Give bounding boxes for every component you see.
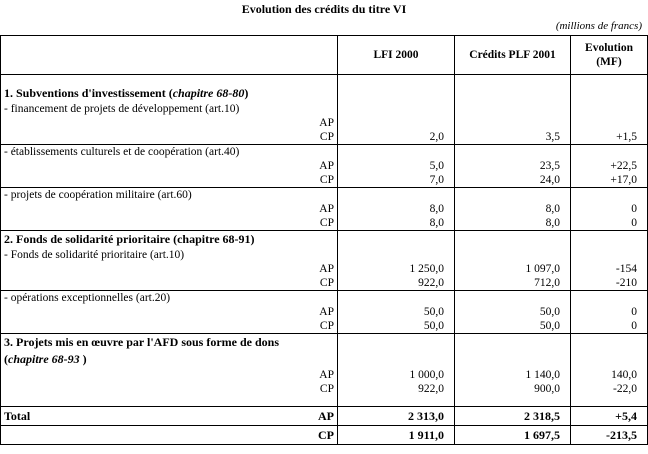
lfi-value: 922,0: [338, 276, 455, 291]
total-ap-lfi: 2 313,0: [338, 407, 455, 426]
cp-code: CP: [1, 130, 338, 145]
section-title-row: [1, 334, 648, 352]
total-cp-code: CP: [1, 426, 338, 445]
ap-code: AP: [1, 262, 338, 276]
total-cp-evolution: -213,5: [571, 426, 648, 445]
evolution-value: [571, 116, 648, 130]
plf-value: 24,0: [455, 173, 571, 188]
cp-row: [1, 319, 648, 334]
line-label: - établissements culturels et de coopération (art.40): [1, 145, 338, 160]
cp-row: [1, 276, 648, 291]
cp-code: CP: [1, 276, 338, 291]
line-label-row: [1, 188, 648, 203]
evolution-value: -210: [571, 276, 648, 291]
line-label-row: [1, 145, 648, 160]
total-ap-row: [1, 407, 648, 426]
plf-value: 900,0: [455, 382, 571, 396]
section-1-title-end: ): [244, 86, 249, 100]
total-cp-plf: 1 697,5: [455, 426, 571, 445]
section-title-row: [1, 85, 648, 102]
plf-value: 8,0: [455, 202, 571, 216]
section-title-row-2: [1, 351, 648, 368]
header-evolution: [571, 36, 648, 75]
header-lfi: LFI 2000: [338, 36, 455, 75]
ap-code: AP: [1, 368, 338, 382]
plf-value: 8,0: [455, 216, 571, 231]
plf-value: 1 097,0: [455, 262, 571, 276]
cp-row: [1, 382, 648, 396]
lfi-value: 1 000,0: [338, 368, 455, 382]
section-3-title-line2: [1, 351, 338, 368]
lfi-value: 922,0: [338, 382, 455, 396]
lfi-value: 1 250,0: [338, 262, 455, 276]
section-3-code: chapitre 68-93: [8, 352, 80, 366]
plf-value: 3,5: [455, 130, 571, 145]
line-label-row: [1, 291, 648, 306]
lfi-value: 7,0: [338, 173, 455, 188]
line-label: - financement de projets de développement (art.10): [1, 102, 338, 116]
line-label: - opérations exceptionnelles (art.20): [1, 291, 338, 306]
header-empty: [1, 36, 338, 75]
header-row: [1, 36, 648, 75]
line-label: - Fonds de solidarité prioritaire (art.10): [1, 248, 338, 262]
ap-row: [1, 305, 648, 319]
ap-row: [1, 262, 648, 276]
lfi-value: 8,0: [338, 216, 455, 231]
spacer-row: [1, 396, 648, 407]
section-3-open: (: [4, 352, 8, 366]
evolution-value: -154: [571, 262, 648, 276]
cp-row: [1, 216, 648, 231]
ap-code: AP: [1, 116, 338, 130]
section-3-title: 3. Projets mis en œuvre par l'AFD sous forme de dons: [1, 334, 338, 352]
total-ap-plf: 2 318,5: [455, 407, 571, 426]
section-1-title: [1, 85, 338, 102]
section-2-title: 2. Fonds de solidarité prioritaire (chapitre 68-91): [1, 231, 338, 249]
units-note: (millions de francs): [555, 20, 642, 32]
line-label: - projets de coopération militaire (art.60): [1, 188, 338, 203]
table-title: Evolution des crédits du titre VI: [241, 2, 407, 16]
cp-code: CP: [1, 319, 338, 334]
evolution-value: 0: [571, 319, 648, 334]
ap-row: [1, 202, 648, 216]
total-label: Total: [4, 409, 31, 423]
plf-value: 712,0: [455, 276, 571, 291]
cp-code: CP: [1, 216, 338, 231]
evolution-value: 0: [571, 216, 648, 231]
lfi-value: [338, 116, 455, 130]
plf-value: 50,0: [455, 319, 571, 334]
header-evolution-line2: (MF): [596, 56, 622, 68]
cp-code: CP: [1, 382, 338, 396]
header-evolution-line1: Evolution: [585, 42, 633, 54]
ap-row: [1, 116, 648, 130]
total-ap-code: AP: [318, 409, 334, 423]
evolution-value: +17,0: [571, 173, 648, 188]
lfi-value: 50,0: [338, 319, 455, 334]
section-1-title-code: chapitre 68-80: [172, 86, 245, 100]
spacer-row: [1, 75, 648, 86]
lfi-value: 5,0: [338, 159, 455, 173]
total-label-cell: [1, 407, 338, 426]
total-ap-evolution: +5,4: [571, 407, 648, 426]
line-label-row: [1, 248, 648, 262]
credits-table: [0, 35, 648, 445]
section-3-end: ): [79, 352, 87, 366]
section-1-title-main: 1. Subventions d'investissement (: [4, 86, 173, 100]
plf-value: 50,0: [455, 305, 571, 319]
ap-code: AP: [1, 305, 338, 319]
ap-row: [1, 159, 648, 173]
evolution-value: 140,0: [571, 368, 648, 382]
lfi-value: 50,0: [338, 305, 455, 319]
ap-code: AP: [1, 202, 338, 216]
section-title-row: [1, 231, 648, 249]
evolution-value: 0: [571, 305, 648, 319]
evolution-value: +1,5: [571, 130, 648, 145]
cp-row: [1, 130, 648, 145]
header-plf: Crédits PLF 2001: [455, 36, 571, 75]
plf-value: 23,5: [455, 159, 571, 173]
plf-value: [455, 116, 571, 130]
plf-value: 1 140,0: [455, 368, 571, 382]
evolution-value: -22,0: [571, 382, 648, 396]
cp-row: [1, 173, 648, 188]
lfi-value: 2,0: [338, 130, 455, 145]
ap-code: AP: [1, 159, 338, 173]
ap-row: [1, 368, 648, 382]
evolution-value: 0: [571, 202, 648, 216]
total-cp-row: [1, 426, 648, 445]
cp-code: CP: [1, 173, 338, 188]
lfi-value: 8,0: [338, 202, 455, 216]
evolution-value: +22,5: [571, 159, 648, 173]
total-cp-lfi: 1 911,0: [338, 426, 455, 445]
line-label-row: [1, 102, 648, 116]
